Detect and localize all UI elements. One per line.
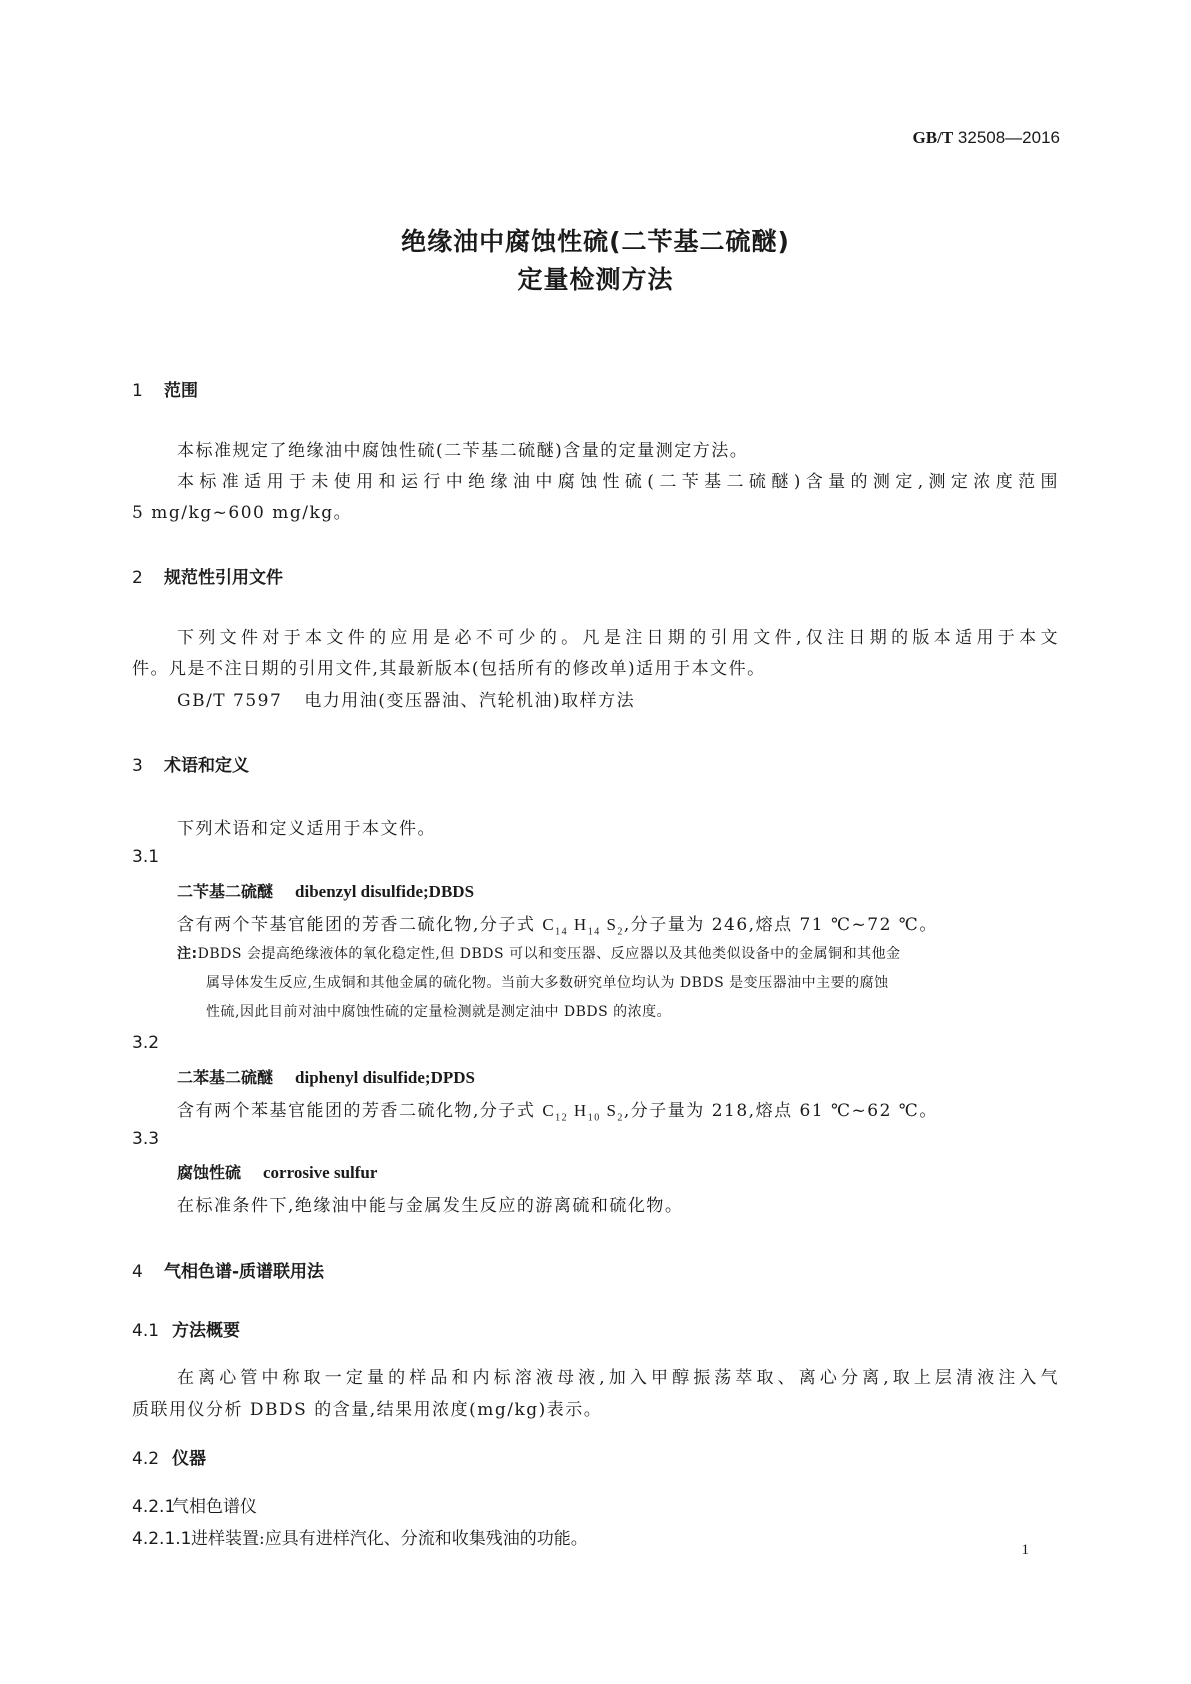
term-3-1-definition [177, 910, 938, 937]
definition-text: ,分子量为 218,熔点 61 ℃~62 ℃。 [623, 1101, 938, 1121]
section-title: 仪器 [172, 1449, 206, 1469]
section-title: 规范性引用文件 [164, 568, 283, 588]
page-number: 1 [1021, 1542, 1029, 1558]
section-number: 4.2.1 [132, 1497, 176, 1517]
paragraph-text: 下列文件对于本文件的应用是必不可少的。凡是注日期的引用文件,仅注日期的版本适用于本文 [177, 628, 1059, 648]
standard-number-prefix: GB/T [912, 128, 954, 147]
section-2-heading [132, 563, 283, 588]
section-number: 2 [132, 568, 143, 588]
section-1-paragraph-2-line-1 [177, 467, 1059, 492]
term-3-3-number: 3.3 [132, 1129, 160, 1149]
term-3-2-number: 3.2 [132, 1033, 160, 1053]
term-3-1-note-line-3: 性硫,因此目前对油中腐蚀性硫的定量检测就是测定油中 DBDS 的浓度。 [206, 1004, 672, 1020]
formula-element: H [573, 915, 588, 934]
section-4-1-paragraph-line-1 [177, 1363, 1059, 1388]
term-chinese: 二苄基二硫醚 [177, 882, 274, 901]
normative-reference [177, 686, 635, 711]
term-english: corrosive sulfur [263, 1163, 378, 1182]
paragraph-text: 本标准适用于未使用和运行中绝缘油中腐蚀性硫(二苄基二硫醚)含量的测定,测定浓度范围 [177, 472, 1059, 492]
formula-element: C [542, 915, 556, 934]
section-4-1-paragraph-line-2: 质联用仪分析 DBDS 的含量,结果用浓度(mg/kg)表示。 [132, 1400, 603, 1420]
section-4-2-1-1 [132, 1524, 588, 1549]
formula-element: H [573, 1101, 588, 1120]
section-title: 气相色谱-质谱联用法 [164, 1262, 325, 1282]
formula-subscript: 10 [587, 1112, 601, 1124]
section-title: 范围 [164, 381, 198, 401]
section-4-heading [132, 1257, 324, 1282]
clause-text: 进样装置:应具有进样汽化、分流和收集残油的功能。 [191, 1529, 588, 1549]
term-3-3-definition: 在标准条件下,绝缘油中能与金属发生反应的游离硫和硫化物。 [177, 1196, 684, 1216]
section-number: 1 [132, 381, 143, 401]
document-title-line1: 绝缘油中腐蚀性硫(二苄基二硫醚) [401, 227, 790, 256]
reference-code: GB/T 7597 [177, 691, 283, 711]
formula-element: S [606, 915, 618, 934]
formula-subscript: 14 [555, 926, 569, 938]
section-3-intro: 下列术语和定义适用于本文件。 [177, 819, 436, 839]
section-title: 术语和定义 [164, 756, 249, 776]
definition-text: ,分子量为 246,熔点 71 ℃~72 ℃。 [623, 915, 938, 935]
section-number: 4.2 [132, 1449, 160, 1469]
term-3-3 [177, 1160, 377, 1183]
definition-text: 含有两个苄基官能团的芳香二硫化物,分子式 [177, 915, 543, 935]
section-number: 4.1 [132, 1321, 160, 1341]
term-3-1-note-line-1 [177, 943, 901, 963]
section-4-2-1-heading [132, 1492, 257, 1517]
standard-number-value: 32508—2016 [957, 128, 1060, 147]
term-3-1 [177, 879, 474, 902]
section-1-paragraph-1: 本标准规定了绝缘油中腐蚀性硫(二苄基二硫醚)含量的定量测定方法。 [177, 441, 749, 461]
term-english: dibenzyl disulfide;DBDS [295, 882, 475, 901]
note-text: DBDS 会提高绝缘液体的氧化稳定性,但 DBDS 可以和变压器、反应器以及其他类似设备中的金属铜和其他金 [197, 946, 901, 962]
term-3-1-number: 3.1 [132, 847, 160, 867]
formula-element: C [542, 1101, 556, 1120]
section-title: 方法概要 [172, 1321, 240, 1341]
section-1-paragraph-2-line-2: 5 mg/kg~600 mg/kg。 [132, 503, 353, 523]
formula-subscript: 14 [587, 926, 601, 938]
formula [542, 1101, 624, 1124]
section-4-2-heading [132, 1444, 206, 1469]
section-1-heading [132, 376, 198, 401]
section-number: 3 [132, 756, 143, 776]
formula [542, 915, 624, 938]
term-english: diphenyl disulfide;DPDS [295, 1068, 475, 1087]
term-chinese: 腐蚀性硫 [177, 1163, 242, 1182]
section-number: 4.2.1.1 [132, 1529, 192, 1549]
section-number: 4 [132, 1262, 143, 1282]
formula-subscript: 2 [617, 926, 624, 938]
paragraph-text: 在离心管中称取一定量的样品和内标溶液母液,加入甲醇振荡萃取、离心分离,取上层清液注入气 [177, 1368, 1059, 1388]
section-2-paragraph-line-1 [177, 623, 1059, 648]
section-3-heading [132, 751, 249, 776]
reference-title: 电力用油(变压器油、汽轮机油)取样方法 [304, 691, 636, 711]
term-3-1-note-line-2: 属导体发生反应,生成铜和其他金属的硫化物。当前大多数研究单位均认为 DBDS 是变压器油中主要的腐蚀 [206, 975, 889, 991]
formula-subscript: 2 [617, 1112, 624, 1124]
document-title-line2: 定量检测方法 [517, 265, 674, 294]
term-3-2-definition [177, 1096, 938, 1123]
note-label: 注: [177, 946, 198, 962]
definition-text: 含有两个苯基官能团的芳香二硫化物,分子式 [177, 1101, 543, 1121]
section-4-1-heading [132, 1316, 240, 1341]
standard-number [913, 128, 1060, 148]
section-title: 气相色谱仪 [172, 1497, 257, 1517]
term-3-2 [177, 1065, 475, 1088]
section-2-paragraph-line-2: 件。凡是不注日期的引用文件,其最新版本(包括所有的修改单)适用于本文件。 [132, 659, 766, 679]
formula-subscript: 12 [555, 1112, 569, 1124]
term-chinese: 二苯基二硫醚 [177, 1068, 274, 1087]
formula-element: S [606, 1101, 618, 1120]
